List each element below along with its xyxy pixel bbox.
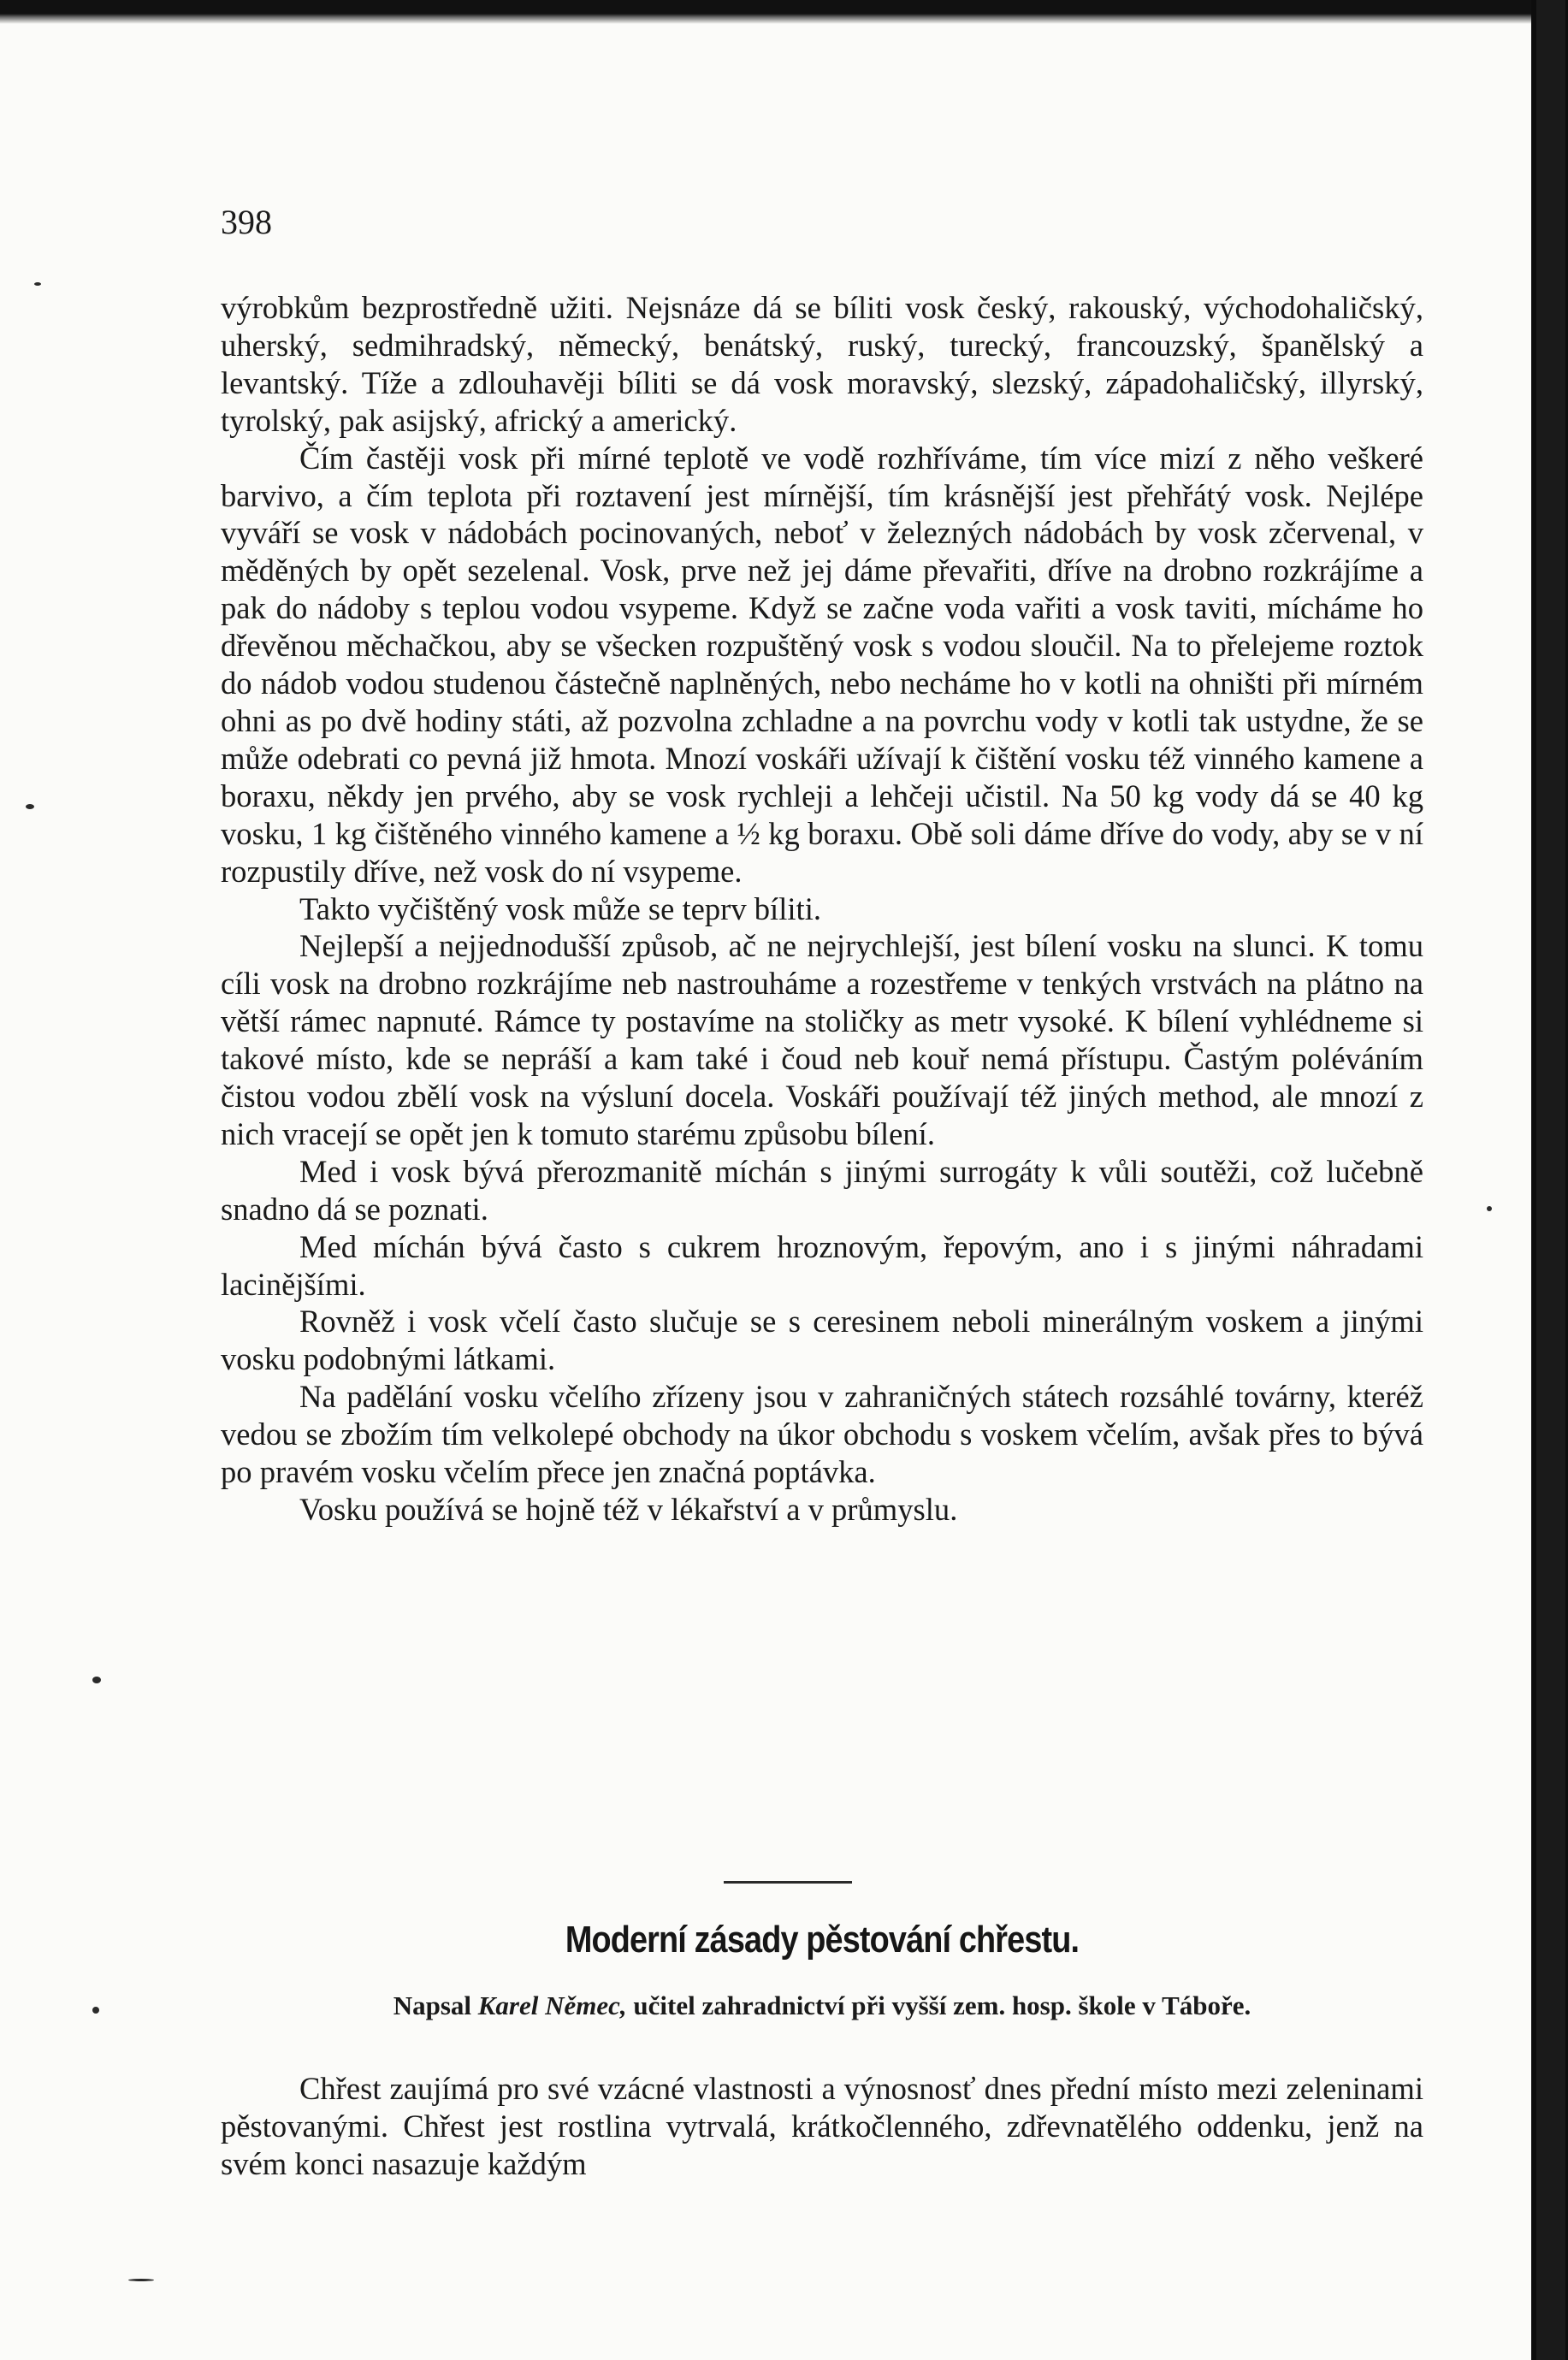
byline-suffix: učitel zahradnictví při vyšší zem. hosp. škole v Táboře.: [633, 1990, 1251, 2020]
scan-speck: [128, 2279, 154, 2281]
paragraph-9: Vosku používá se hojně též v lékařství a v průmyslu.: [299, 1492, 958, 1527]
paragraph-6: Med míchán bývá často s cukrem hroznovým, řepovým, ano i s jinými náhradami lacinějšími.: [221, 1228, 1423, 1302]
article-byline: [221, 1990, 1423, 2021]
scan-speck: [1487, 1206, 1492, 1211]
byline-author: Karel Němec,: [477, 1990, 627, 2020]
paragraph-2: Čím častěji vosk při mírné teplotě ve vodě rozhříváme, tím více mizí z něho veškeré barvivo, a čím teplota při roztavení jest mírnější, tím krásnější jest přehřátý vosk. Nejlépe vyváří se vosk v nádobách pocinovaných, neboť v železných nádobách by vosk zčervenal, v měděných by opět sezelenal. Vosk, prve než jej dáme převařiti, dříve na drobno rozkrájíme a pak do nádoby s teplou vodou vsypeme. Když se začne voda vařiti a vosk taviti, mícháme ho dřevěnou měchačkou, aby se všecken rozpuštěný vosk s vodou sloučil. Na to přelejeme roztok do nádob vodou studenou částečně naplněných, nebo necháme ho v kotli na ohništi při mírném ohni as po dvě hodiny státi, až pozvolna zchladne a na povrchu vody v kotli tak ustydne, že se může odebrati co pevná již hmota. Mnozí voskáři užívají k čištění vosku též vinného kamene a boraxu, někdy jen prvého, aby se vosk rychleji a lehčeji učistil. Na 50 kg vody dá se 40 kg vosku, 1 kg čištěného vinného kamene a ½ kg boraxu. Obě soli dáme dříve do vody, aby se v ní rozpustily dříve, než vosk do ní vsypeme.: [221, 440, 1423, 889]
paragraph-8: Na padělání vosku včelího zřízeny jsou v zahraničných státech rozsáhlé továrny, kteréž vedou se zbožím tím velkolepé obchody na úkor obchodu s voskem včelím, avšak přes to bývá po pravém vosku včelím přece jen značná poptávka.: [221, 1379, 1423, 1490]
paragraph-4: Nejlepší a nejjednodušší způsob, ač ne nejrychlejší, jest bílení vosku na slunci. K tomu cíli vosk na drobno rozkrájíme neb nastrouháme a rozestřeme v tenkých vrstvách na plátno na větší rámec napnuté. Rámce ty postavíme na stoličky as metr vysoké. K bílení vyhlédneme si takové místo, kde se nepráší a kam také i čoud neb kouř nemá přístupu. Častým poléváním čistou vodou zbělí vosk na výsluní docela. Voskáři používají též jiných method, ale mnozí z nich vracejí se opět jen k tomuto starému způsobu bílení.: [221, 928, 1423, 1151]
page-number: 398: [221, 203, 272, 241]
right-edge-bar: [1536, 0, 1565, 2360]
article-title: Moderní zásady pěstování chřestu.: [565, 1919, 1080, 1961]
scan-speck: [34, 282, 41, 286]
scan-speck: [92, 1677, 101, 1683]
paragraph-7: Rovněž i vosk včelí často slučuje se s ceresinem neboli minerálným voskem a jinými vosku podobnými látkami.: [221, 1304, 1423, 1377]
scan-speck: [26, 804, 34, 809]
paragraph-3: Takto vyčištěný vosk může se teprv bíliti.: [299, 890, 822, 926]
byline-prefix: Napsal: [393, 1990, 471, 2020]
section-divider: [724, 1881, 852, 1884]
paragraph-5: Med i vosk bývá přerozmanitě míchán s jinými surrogáty k vůli soutěži, což lučebně snadno dá se poznati.: [221, 1153, 1423, 1227]
paragraph-1: výrobkům bezprostředně užiti. Nejsnáze dá se bíliti vosk český, rakouský, východohaličský, uherský, sedmihradský, německý, benátský, ruský, turecký, francouzský, španělský a levantský. Tíže a zdlouhavěji bíliti se dá vosk moravský, slezský, západohaličský, illyrský, tyrolský, pak asijský, africký a americký.: [221, 290, 1423, 438]
article-body: [221, 2070, 1423, 2183]
article-intro: Chřest zaujímá pro své vzácné vlastnosti a výnosnosť dnes přední místo mezi zeleninami pěstovanými. Chřest jest rostlina vytrvalá, krátkočlenného, zdřevnatělého oddenku, jenž na svém konci nasazuje každým: [221, 2071, 1423, 2181]
right-scan-edge: [1531, 0, 1568, 2360]
top-scan-edge: [0, 0, 1531, 24]
scan-speck: [92, 2007, 99, 2014]
body-text: [221, 289, 1423, 1529]
